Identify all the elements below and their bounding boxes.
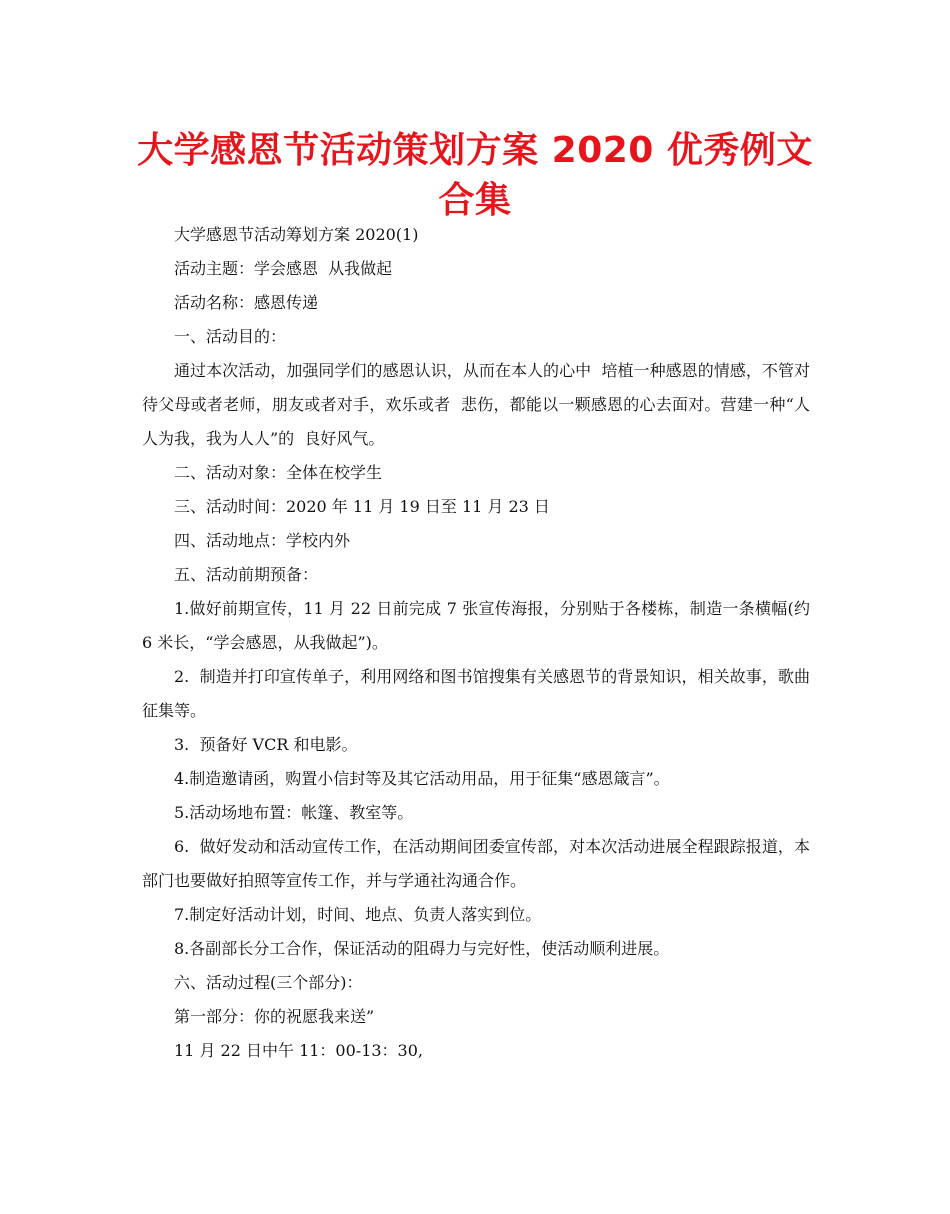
- heading-audience: 二、活动对象：全体在校学生: [174, 463, 383, 482]
- paragraph-activity-name: 活动名称：感恩传递: [174, 293, 319, 312]
- document-body: [142, 218, 816, 1068]
- heading-preparation: 五、活动前期预备：: [174, 565, 319, 584]
- prep-item-8: 8.各副部长分工合作，保证活动的阻碍力与完好性，使活动顺利进展。: [174, 939, 670, 958]
- prep-item-3: 3. 预备好 VCR 和电影。: [174, 735, 358, 754]
- heading-purpose: 一、活动目的：: [174, 327, 287, 346]
- heading-location: 四、活动地点：学校内外: [174, 531, 351, 550]
- paragraph-theme: 活动主题：学会感恩 从我做起: [174, 259, 393, 278]
- prep-item-7: 7.制定好活动计划，时间、地点、负责人落实到位。: [174, 905, 542, 924]
- document-title: 大学感恩节活动策划方案 2020 优秀例文合集: [137, 130, 813, 221]
- prep-item-2: 2. 制造并打印宣传单子，利用网络和图书馆搜集有关感恩节的背景知识，相关故事，歌曲征集等。: [142, 667, 810, 720]
- prep-item-1: 1.做好前期宣传，11 月 22 日前完成 7 张宣传海报，分别贴于各楼栋，制造一条横幅(约 6 米长，“学会感恩，从我做起”)。: [142, 599, 816, 652]
- prep-item-4: 4.制造邀请函，购置小信封等及其它活动用品，用于征集“感恩箴言”。: [174, 769, 670, 788]
- prep-item-6: 6. 做好发动和活动宣传工作，在活动期间团委宣传部，对本次活动进展全程跟踪报道，本部门也要做好拍照等宣传工作，并与学通社沟通合作。: [142, 837, 810, 890]
- paragraph-subtitle: 大学感恩节活动筹划方案 2020(1): [174, 225, 419, 244]
- prep-item-5: 5.活动场地布置：帐篷、教室等。: [174, 803, 414, 822]
- heading-process: 六、活动过程(三个部分)：: [174, 973, 363, 992]
- process-part-1: 第一部分：你的祝愿我来送”: [174, 1007, 375, 1026]
- heading-time: 三、活动时间：2020 年 11 月 19 日至 11 月 23 日: [174, 497, 550, 516]
- process-part-1-time: 11 月 22 日中午 11：00-13：30,: [174, 1041, 423, 1060]
- paragraph-purpose: 通过本次活动，加强同学们的感恩认识，从而在本人的心中 培植一种感恩的情感，不管对待父母或者老师，朋友或者对手，欢乐或者 悲伤，都能以一颗感恩的心去面对。营建一种“人人为我，我为人人”的 良好风气。: [142, 361, 810, 448]
